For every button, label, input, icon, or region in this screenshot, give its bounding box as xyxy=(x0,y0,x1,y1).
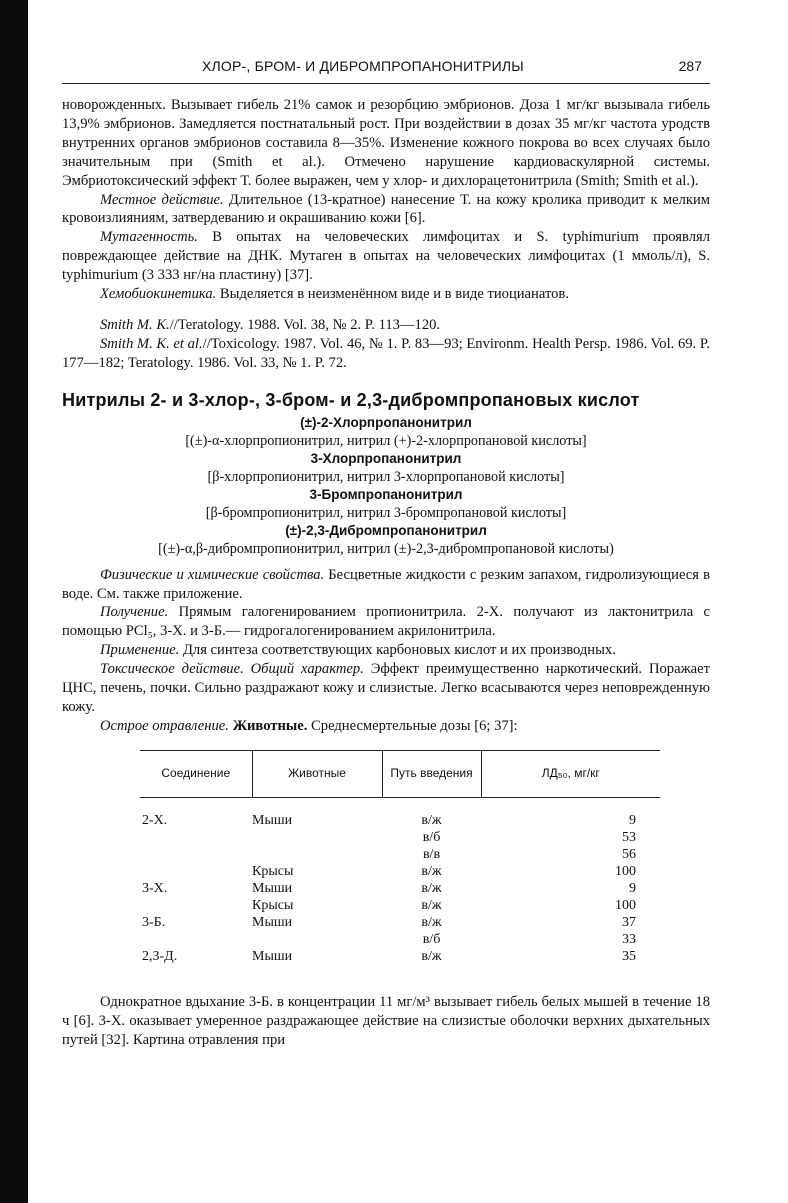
synonym-alt: [β-хлорпропионитрил, нитрил 3-хлорпропановой кислоты] xyxy=(207,468,565,485)
cell-ld50: 35 xyxy=(622,948,636,964)
ref2-author: Smith M. K. et al. xyxy=(100,335,203,352)
cell-ld50: 56 xyxy=(622,846,636,862)
cell-ld50: 9 xyxy=(629,812,636,828)
label-mutagenicity: Мутагенность. xyxy=(100,229,198,246)
ref2-text: //Toxicology. 1987. Vol. 46, № 1. P. 83—93; Environm. Health Persp. 1986. Vol. 69. P. 177—182; Teratology. 1986. Vol. 33, № 1. P. 72. xyxy=(62,335,710,371)
table-row xyxy=(140,897,660,914)
table-row xyxy=(140,797,660,829)
cell-animals xyxy=(252,931,382,948)
text-mutagenicity: В опытах на человеческих лимфоцитах и S. typhimurium проявлял повреждающее действие на ДНК. Мутаген в опытах на человеческих лимфоцитах (1 ммоль/л), S. typhimurium (3 333 нг/на пластину) [37]. xyxy=(62,229,710,284)
cell-compound xyxy=(140,931,252,948)
text-toxic-action: Эффект преимущественно наркотический. Поражает ЦНС, печень, почки. Сильно раздражают кожу и слизистые. Легко всасываются через неповрежденную кожу. xyxy=(62,661,710,715)
cell-animals: Мыши xyxy=(252,812,293,828)
synonym-name: (±)-2,3-Дибромпропанонитрил xyxy=(285,522,487,538)
cell-compound: 2-Х. xyxy=(142,812,168,828)
paragraph-properties xyxy=(62,566,710,604)
paragraph-application xyxy=(62,641,710,660)
page-body xyxy=(62,96,710,1049)
paragraph-acute-poisoning xyxy=(62,717,710,736)
references xyxy=(62,316,710,373)
table-row xyxy=(140,931,660,948)
paragraph-local-action xyxy=(62,191,710,229)
cell-route: в/б xyxy=(422,931,441,947)
text-application: Для синтеза соответствующих карбоновых кислот и их производных. xyxy=(179,642,616,659)
reference-2 xyxy=(62,335,710,373)
cell-animals: Мыши xyxy=(252,948,293,964)
paragraph-toxic-action xyxy=(62,660,710,717)
col-header-route: Путь введения xyxy=(382,750,481,797)
ref1-text: //Teratology. 1988. Vol. 38, № 2. P. 113—120. xyxy=(169,316,441,333)
synonym-name: (±)-2-Хлорпропанонитрил xyxy=(300,414,472,430)
cell-compound: 2,3-Д. xyxy=(142,948,178,964)
cell-route: в/ж xyxy=(421,914,442,930)
label-animals: Животные. xyxy=(228,717,308,734)
table-row xyxy=(140,948,660,965)
synonym-alt: [(±)-α-хлорпропионитрил, нитрил (+)-2-хлорпропановой кислоты] xyxy=(185,432,587,449)
label-application: Применение. xyxy=(100,642,180,659)
cell-compound xyxy=(140,829,252,846)
cell-ld50: 100 xyxy=(615,897,636,913)
col-header-ld50: ЛД₅₀, мг/кг xyxy=(481,750,660,797)
label-preparation: Получение. xyxy=(100,604,169,621)
cell-route: в/ж xyxy=(421,897,442,913)
cell-compound xyxy=(140,897,252,914)
cell-route: в/ж xyxy=(421,948,442,964)
cell-animals xyxy=(252,829,382,846)
paragraph-mutagenicity xyxy=(62,228,710,285)
text-local-action: Длительное (13-кратное) нанесение Т. на кожу кролика приводит к мелким кровоизлияниям, затвердеванию и окрашиванию кожи [6]. xyxy=(62,191,710,227)
text-preparation: Прямым галогенированием пропионитрила. 2-Х. получают из лактонитрила с помощью PCl₅, 3-Х. и 3-Б.— гидрогалогенированием акрилонитрила. xyxy=(62,604,710,640)
page-number: 287 xyxy=(678,58,702,74)
cell-route: в/ж xyxy=(421,863,442,879)
col-header-compound: Соединение xyxy=(140,750,252,797)
paragraph-preparation xyxy=(62,603,710,641)
ld50-table xyxy=(140,750,660,965)
text-chemobiokinetics: Выделяется в неизменённом виде и в виде тиоцианатов. xyxy=(216,286,569,303)
table-row xyxy=(140,880,660,897)
synonym-name: 3-Хлорпропанонитрил xyxy=(310,450,462,466)
header-title: ХЛОР-, БРОМ- И ДИБРОМПРОПАНОНИТРИЛЫ xyxy=(202,58,524,74)
table-header-row xyxy=(140,750,660,797)
cell-ld50: 37 xyxy=(622,914,636,930)
synonym-alt: [β-бромпропионитрил, нитрил 3-бромпропановой кислоты] xyxy=(205,504,567,521)
ref1-author: Smith M. K. xyxy=(100,316,170,333)
cell-compound: 3-Б. xyxy=(142,914,166,930)
cell-route: в/б xyxy=(422,829,441,845)
table-row xyxy=(140,846,660,863)
running-header xyxy=(62,58,710,82)
header-rule xyxy=(62,83,710,84)
label-local-action: Местное действие. xyxy=(100,191,224,208)
cell-animals: Мыши xyxy=(252,914,293,930)
table-row xyxy=(140,829,660,846)
cell-compound xyxy=(140,846,252,863)
label-chemobiokinetics: Хемобиокинетика. xyxy=(100,286,217,303)
cell-ld50: 33 xyxy=(622,931,636,947)
label-acute-poisoning: Острое отравление. xyxy=(100,717,229,734)
label-properties: Физические и химические свойства. xyxy=(100,566,325,583)
table-row xyxy=(140,863,660,880)
book-spine-shadow xyxy=(0,0,28,1203)
cell-ld50: 100 xyxy=(615,863,636,879)
reference-1 xyxy=(62,316,710,335)
cell-animals: Крысы xyxy=(252,863,294,879)
synonym-alt: [(±)-α,β-дибромпропионитрил, нитрил (±)-2,3-дибромпропановой кислоты) xyxy=(158,540,614,557)
text-acute-poisoning: Среднесмертельные дозы [6; 37]: xyxy=(307,717,518,734)
cell-compound: 3-Х. xyxy=(142,880,168,896)
section-title: Нитрилы 2- и 3-хлор-, 3-бром- и 2,3-дибромпропановых кислот xyxy=(62,389,640,410)
cell-route: в/ж xyxy=(421,812,442,828)
text-properties: Бесцветные жидкости с резким запахом, гидролизующиеся в воде. См. также приложение. xyxy=(62,566,710,602)
cell-compound xyxy=(140,863,252,880)
col-header-animals: Животные xyxy=(252,750,382,797)
paragraph-chemobiokinetics xyxy=(62,285,710,304)
paragraph-inhalation: Однократное вдыхание 3-Б. в концентрации 11 мг/м³ вызывает гибель белых мышей в течение 18 ч [6]. 3-Х. оказывает умеренное раздражающее действие на слизистые оболочки верхних дыхательных путей [32]. Картина отравления при xyxy=(62,993,710,1048)
cell-animals xyxy=(252,846,382,863)
cell-route: в/в xyxy=(422,846,441,862)
label-toxic-action: Токсическое действие. Общий характер. xyxy=(100,661,364,678)
cell-animals: Крысы xyxy=(252,897,294,913)
cell-animals: Мыши xyxy=(252,880,293,896)
synonym-name: 3-Бромпропанонитрил xyxy=(309,486,463,502)
cell-ld50: 53 xyxy=(622,829,636,845)
synonyms-block xyxy=(62,414,710,558)
cell-route: в/ж xyxy=(421,880,442,896)
paragraph-continued: новорожденных. Вызывает гибель 21% самок и резорбцию эмбрионов. Доза 1 мг/кг вызывала гибель 13,9% эмбрионов. Замедляется постнатальный рост. При воздействии в дозах 35 мг/кг частота уродств внутренних органов эмбрионов составила 8—35%. Изменение кожного покрова во всех случаях было значительным при (Smith et al.). Отмечено нарушение кардиоваскулярной системы. Эмбриотоксический эффект Т. более выражен, чем у хлор- и дихлорацетонитрила (Smith; Smith et al.). xyxy=(62,97,710,189)
cell-ld50: 9 xyxy=(629,880,636,896)
table-row xyxy=(140,914,660,931)
